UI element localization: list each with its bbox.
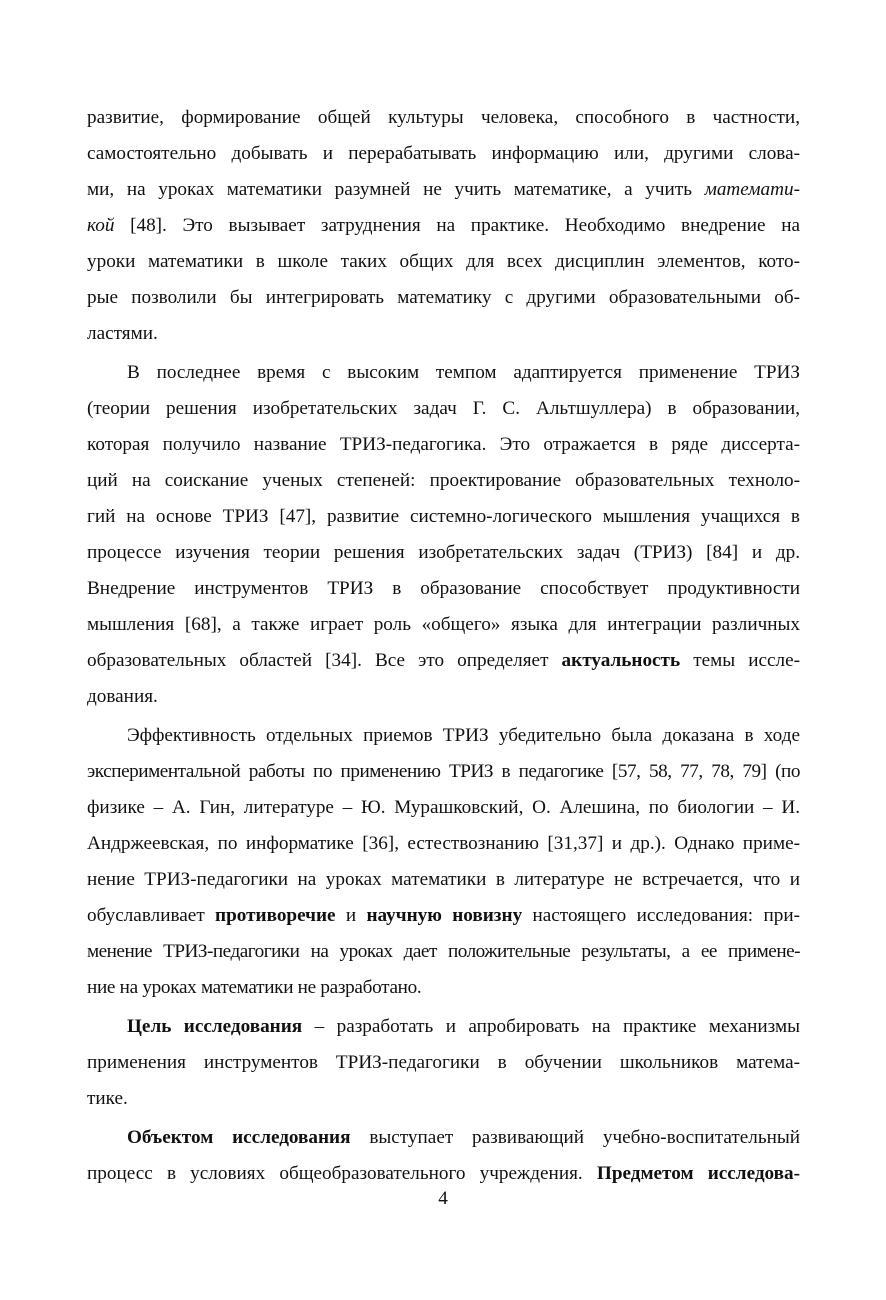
text-line: процессе изучения теории решения изобретательских задач (ТРИЗ) [84] и др. <box>87 542 800 563</box>
paragraph-2 <box>87 355 800 715</box>
text-line: образовательных областей [34]. Все это определяет актуальность темы иссле- <box>87 650 800 671</box>
text-line: применения инструментов ТРИЗ-педагогики в обучении школьников матема- <box>87 1052 800 1073</box>
bold-term: противоречие <box>215 905 336 926</box>
bold-term: научную новизну <box>366 905 523 926</box>
text-line: ластями. <box>87 323 158 344</box>
text-line: уроки математики в школе таких общих для всех дисциплин элементов, кото- <box>87 251 800 272</box>
text-line: ций на соискание ученых степеней: проектирование образовательных техноло- <box>87 470 800 491</box>
text-line: которая получило название ТРИЗ-педагогика. Это отражается в ряде диссерта- <box>87 434 800 455</box>
text-line: ми, на уроках математики разумней не учить математике, а учить математи- <box>87 179 800 200</box>
text-line: В последнее время с высоким темпом адаптируется применение ТРИЗ <box>127 362 800 383</box>
text-line: тике. <box>87 1088 128 1109</box>
paragraph-3 <box>87 718 800 1006</box>
text-line: кой [48]. Это вызывает затруднения на практике. Необходимо внедрение на <box>87 215 800 236</box>
paragraph-4 <box>87 1009 800 1117</box>
text-line: процесс в условиях общеобразовательного учреждения. Предметом исследова- <box>87 1163 800 1184</box>
text-line: Внедрение инструментов ТРИЗ в образование способствует продуктивности <box>87 578 800 599</box>
bold-term: актуальность <box>561 650 681 671</box>
bold-term: Цель исследования <box>127 1016 303 1037</box>
text-line: нение ТРИЗ-педагогики на уроках математики в литературе не встречается, что и <box>87 869 800 890</box>
text-line: развитие, формирование общей культуры человека, способного в частности, <box>87 107 800 128</box>
bold-term: Объектом исследования <box>127 1127 351 1148</box>
text-line: дования. <box>87 686 158 707</box>
text-line: Андржеевская, по информатике [36], естествознанию [31,37] и др.). Однако приме- <box>87 833 800 854</box>
text-line: экспериментальной работы по применению ТРИЗ в педагогике [57, 58, 77, 78, 79] (по <box>87 761 800 782</box>
paragraph-1 <box>87 100 800 352</box>
text-line: обуславливает противоречие и научную новизну настоящего исследования: при- <box>87 905 800 926</box>
italic-term: математи- <box>704 179 800 200</box>
text-line: менение ТРИЗ-педагогики на уроках дает положительные результаты, а ее примене- <box>87 941 800 962</box>
paragraph-5 <box>87 1120 800 1192</box>
text-line: (теории решения изобретательских задач Г. С. Альтшуллера) в образовании, <box>87 398 800 419</box>
document-page <box>87 100 800 1192</box>
text-line: Эффективность отдельных приемов ТРИЗ убедительно была доказана в ходе <box>127 725 800 746</box>
text-line: мышления [68], а также играет роль «общего» языка для интеграции различных <box>87 614 800 635</box>
text-line: самостоятельно добывать и перерабатывать информацию или, другими слова- <box>87 143 800 164</box>
text-line: ние на уроках математики не разработано. <box>87 977 422 998</box>
text-line: Объектом исследования выступает развивающий учебно-воспитательный <box>127 1127 800 1148</box>
page-number: 4 <box>438 1188 448 1209</box>
text-line: Цель исследования – разработать и апробировать на практике механизмы <box>127 1016 800 1037</box>
text-line: гий на основе ТРИЗ [47], развитие системно-логического мышления учащихся в <box>87 506 800 527</box>
text-line: рые позволили бы интегрировать математику с другими образовательными об- <box>87 287 800 308</box>
text-line: физике – А. Гин, литературе – Ю. Мурашковский, О. Алешина, по биологии – И. <box>87 797 800 818</box>
bold-term: Предметом исследова- <box>596 1163 800 1184</box>
italic-term: кой <box>87 215 115 236</box>
